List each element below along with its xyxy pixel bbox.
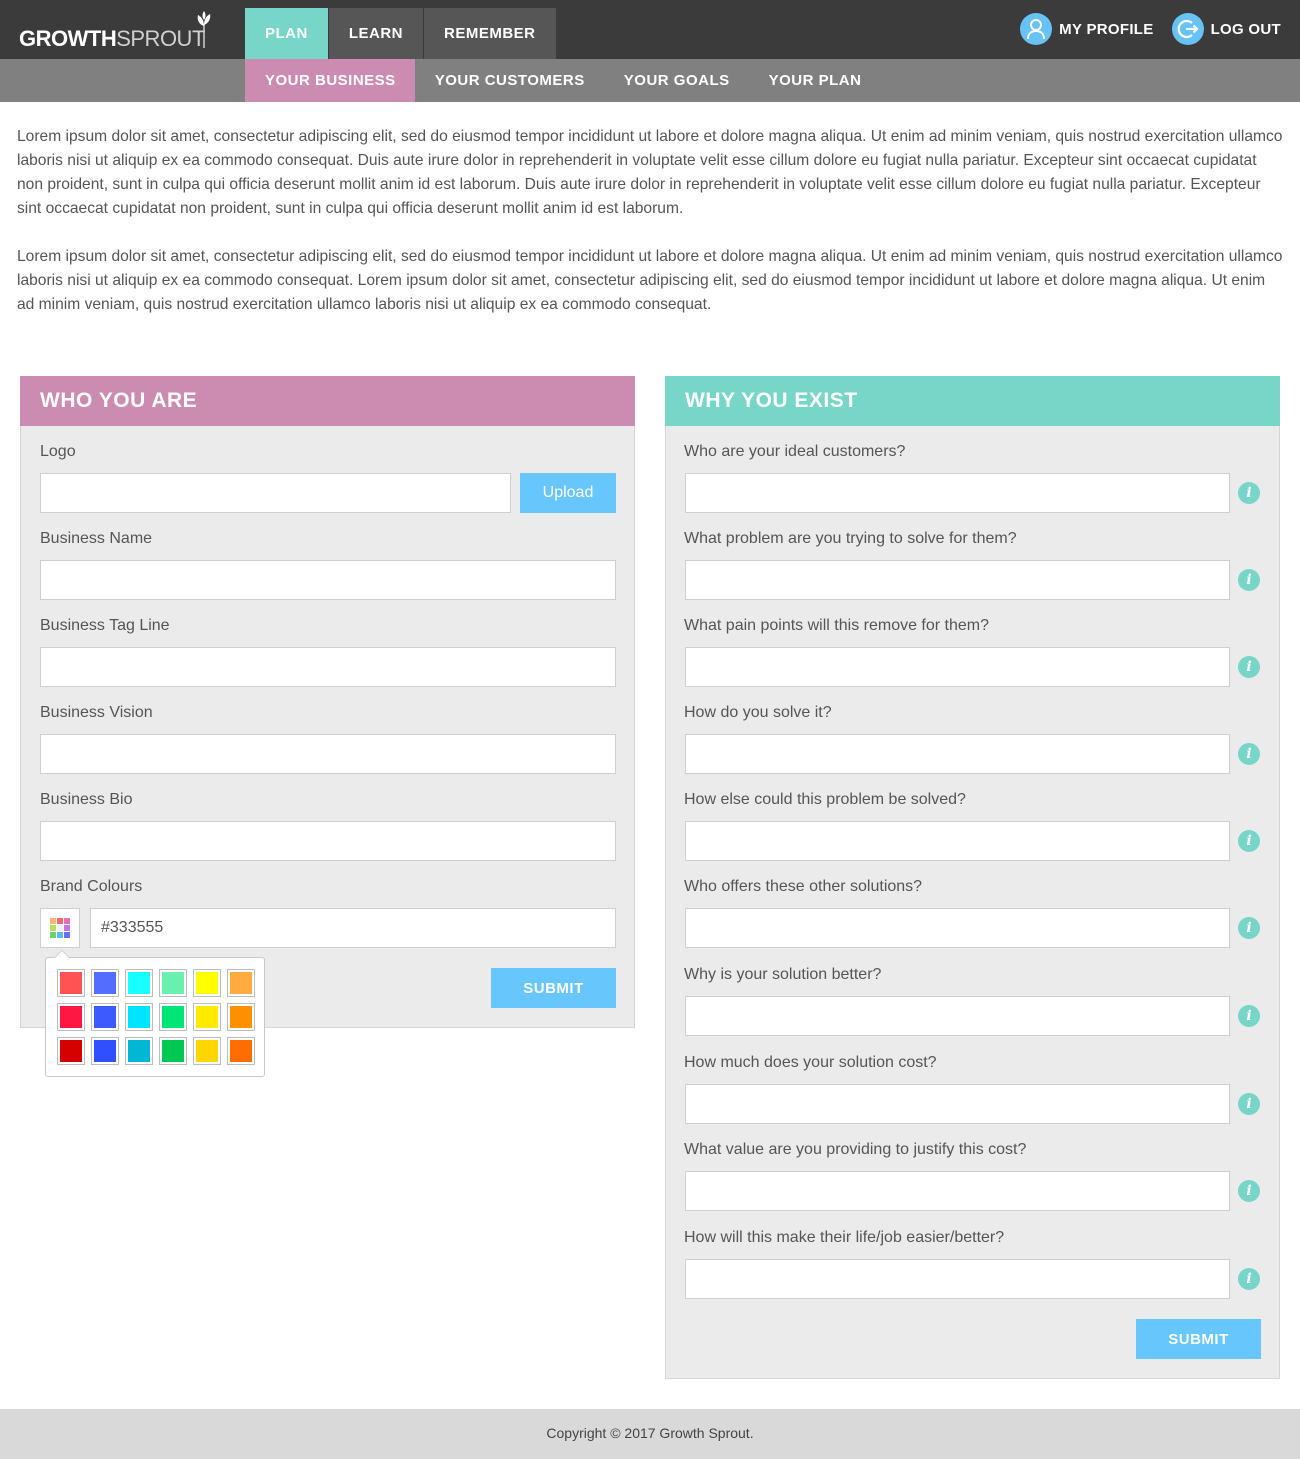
upload-button[interactable]: Upload	[520, 473, 616, 513]
business-bio-input[interactable]	[40, 821, 616, 861]
color-swatch-fill	[94, 972, 116, 994]
top-bar	[0, 0, 1300, 59]
color-swatch[interactable]	[125, 969, 153, 997]
question-input[interactable]	[685, 1259, 1230, 1299]
question-input[interactable]	[685, 1084, 1230, 1124]
color-swatch-fill	[60, 972, 82, 994]
question-label: How else could this problem be solved?	[684, 791, 966, 808]
question-label: How do you solve it?	[684, 704, 832, 721]
subtab-your-customers[interactable]: YOUR CUSTOMERS	[434, 72, 585, 89]
info-icon[interactable]: i	[1238, 830, 1260, 852]
color-swatch[interactable]	[57, 969, 85, 997]
color-swatch[interactable]	[227, 1037, 255, 1065]
question-input[interactable]	[685, 821, 1230, 861]
color-swatch-fill	[60, 1040, 82, 1062]
color-swatch-fill	[128, 1006, 150, 1028]
tab-remember[interactable]: REMEMBER	[424, 8, 557, 59]
intro-text	[17, 125, 1283, 341]
color-swatch[interactable]	[91, 1037, 119, 1065]
question-input[interactable]	[685, 560, 1230, 600]
question-label: How much does your solution cost?	[684, 1054, 937, 1071]
palette-icon-cell	[64, 932, 70, 938]
info-icon[interactable]: i	[1238, 1005, 1260, 1027]
logo-wordmark: GROWTHSPROUT	[19, 26, 205, 51]
color-swatch[interactable]	[57, 1037, 85, 1065]
question-label: Why is your solution better?	[684, 966, 882, 983]
brand-colour-input[interactable]	[90, 908, 616, 948]
why-you-exist-panel	[665, 376, 1280, 1379]
palette-icon-cell	[57, 918, 63, 924]
palette-icon-cell	[50, 932, 56, 938]
color-swatch[interactable]	[159, 969, 187, 997]
user-icon	[1020, 13, 1052, 45]
who-you-are-panel	[20, 376, 635, 1028]
subtab-your-business[interactable]: YOUR BUSINESS	[245, 59, 415, 102]
info-icon[interactable]: i	[1238, 743, 1260, 765]
color-swatch-fill	[128, 972, 150, 994]
palette-icon-cell	[57, 932, 63, 938]
palette-grid-icon	[50, 918, 70, 938]
color-swatch-fill	[60, 1006, 82, 1028]
color-swatch[interactable]	[227, 1003, 255, 1031]
color-swatch-fill	[128, 1040, 150, 1062]
business-vision-input[interactable]	[40, 734, 616, 774]
color-swatch[interactable]	[91, 1003, 119, 1031]
business-tag-line-label: Business Tag Line	[40, 617, 170, 634]
who-you-are-submit-button[interactable]: SUBMIT	[491, 968, 616, 1008]
question-label: Who offers these other solutions?	[684, 878, 923, 895]
log-out-link[interactable]	[1172, 13, 1281, 45]
footer	[0, 1409, 1300, 1459]
color-swatch[interactable]	[125, 1003, 153, 1031]
intro-paragraph: Lorem ipsum dolor sit amet, consectetur adipiscing elit, sed do eiusmod tempor incididunt ut labore et dolore magna aliqua. Ut enim ad minim veniam, quis nostrud exercitation ullamco laboris nisi ut aliquip ex ea commodo consequat. Duis aute irure dolor in reprehenderit in voluptate velit esse cillum dolore eu fugiat nulla pariatur. Excepteur sint occaecat cupidatat non proident, sunt in culpa qui officia deserunt mollit anim id est laborum. Duis aute irure dolor in reprehenderit in voluptate velit esse cillum dolore eu fugiat nulla pariatur. Excepteur sint occaecat cupidatat non proident, sunt in culpa qui officia deserunt mollit anim id est laborum.	[17, 128, 1283, 217]
color-swatch[interactable]	[57, 1003, 85, 1031]
color-swatch-fill	[162, 1006, 184, 1028]
palette-icon-cell	[50, 925, 56, 931]
color-palette-popup	[45, 957, 265, 1077]
sub-bar	[0, 59, 1300, 102]
question-label: What problem are you trying to solve for them?	[684, 530, 1017, 547]
question-input[interactable]	[685, 734, 1230, 774]
business-name-input[interactable]	[40, 560, 616, 600]
logout-icon	[1172, 13, 1204, 45]
logo-label: Logo	[40, 443, 76, 460]
panel-title: WHY YOU EXIST	[665, 376, 1280, 426]
info-icon[interactable]: i	[1238, 917, 1260, 939]
color-swatch-fill	[196, 1040, 218, 1062]
color-swatch[interactable]	[159, 1037, 187, 1065]
sub-nav	[245, 59, 880, 102]
color-swatch-fill	[230, 1006, 252, 1028]
business-tag-line-input[interactable]	[40, 647, 616, 687]
log-out-label: LOG OUT	[1210, 20, 1281, 38]
info-icon[interactable]: i	[1238, 569, 1260, 591]
palette-icon-cell	[57, 925, 63, 931]
sprout-icon	[195, 10, 213, 55]
intro-paragraph: Lorem ipsum dolor sit amet, consectetur adipiscing elit, sed do eiusmod tempor incididunt ut labore et dolore magna aliqua. Ut enim ad minim veniam, quis nostrud exercitation ullamco laboris nisi ut aliquip ex ea commodo consequat. Lorem ipsum dolor sit amet, consectetur adipiscing elit, sed do eiusmod tempor incididunt ut labore et dolore magna aliqua. Ut enim ad minim veniam, quis nostrud exercitation ullamco laboris nisi ut aliquip ex ea commodo consequat.	[17, 248, 1283, 313]
palette-icon-cell	[50, 918, 56, 924]
color-swatch-fill	[94, 1040, 116, 1062]
logo[interactable]	[19, 10, 205, 52]
palette-icon-cell	[64, 925, 70, 931]
question-label: How will this make their life/job easier/better?	[684, 1229, 1005, 1246]
color-swatch-fill	[230, 972, 252, 994]
color-swatch-fill	[196, 972, 218, 994]
brand-colours-label: Brand Colours	[40, 878, 143, 895]
info-icon[interactable]: i	[1238, 482, 1260, 504]
logo-file-input[interactable]	[40, 473, 511, 513]
info-icon[interactable]: i	[1238, 656, 1260, 678]
color-swatch-fill	[230, 1040, 252, 1062]
color-swatch-fill	[162, 972, 184, 994]
why-you-exist-submit-button[interactable]: SUBMIT	[1136, 1319, 1261, 1359]
question-input[interactable]	[685, 1171, 1230, 1211]
question-input[interactable]	[685, 908, 1230, 948]
my-profile-label: MY PROFILE	[1059, 20, 1154, 38]
copyright-text: Copyright © 2017 Growth Sprout.	[546, 1425, 754, 1441]
color-swatch[interactable]	[227, 969, 255, 997]
color-picker-button[interactable]	[40, 908, 80, 948]
business-bio-label: Business Bio	[40, 791, 133, 808]
question-label: What pain points will this remove for them?	[684, 617, 990, 634]
color-swatch[interactable]	[159, 1003, 187, 1031]
color-swatch[interactable]	[91, 969, 119, 997]
color-swatch[interactable]	[193, 1003, 221, 1031]
info-icon[interactable]: i	[1238, 1180, 1260, 1202]
color-swatch-grid	[57, 969, 253, 1065]
color-swatch[interactable]	[125, 1037, 153, 1065]
business-vision-label: Business Vision	[40, 704, 153, 721]
color-swatch-fill	[94, 1006, 116, 1028]
business-name-label: Business Name	[40, 530, 153, 547]
subtab-your-plan[interactable]: YOUR PLAN	[768, 72, 862, 89]
info-icon[interactable]: i	[1238, 1093, 1260, 1115]
panel-title: WHO YOU ARE	[20, 376, 635, 426]
palette-icon-cell	[64, 918, 70, 924]
color-swatch[interactable]	[193, 969, 221, 997]
question-label: What value are you providing to justify this cost?	[684, 1141, 1027, 1158]
subtab-your-goals[interactable]: YOUR GOALS	[623, 72, 730, 89]
color-swatch-fill	[162, 1040, 184, 1062]
my-profile-link[interactable]	[1020, 13, 1153, 45]
info-icon[interactable]: i	[1238, 1268, 1260, 1290]
question-input[interactable]	[685, 996, 1230, 1036]
question-input[interactable]	[685, 473, 1230, 513]
question-label: Who are your ideal customers?	[684, 443, 906, 460]
question-input[interactable]	[685, 647, 1230, 687]
main-nav	[245, 8, 557, 59]
tab-plan[interactable]: PLAN	[245, 8, 329, 59]
color-swatch-fill	[196, 1006, 218, 1028]
user-nav	[1020, 13, 1281, 45]
tab-learn[interactable]: LEARN	[329, 8, 424, 59]
color-swatch[interactable]	[193, 1037, 221, 1065]
